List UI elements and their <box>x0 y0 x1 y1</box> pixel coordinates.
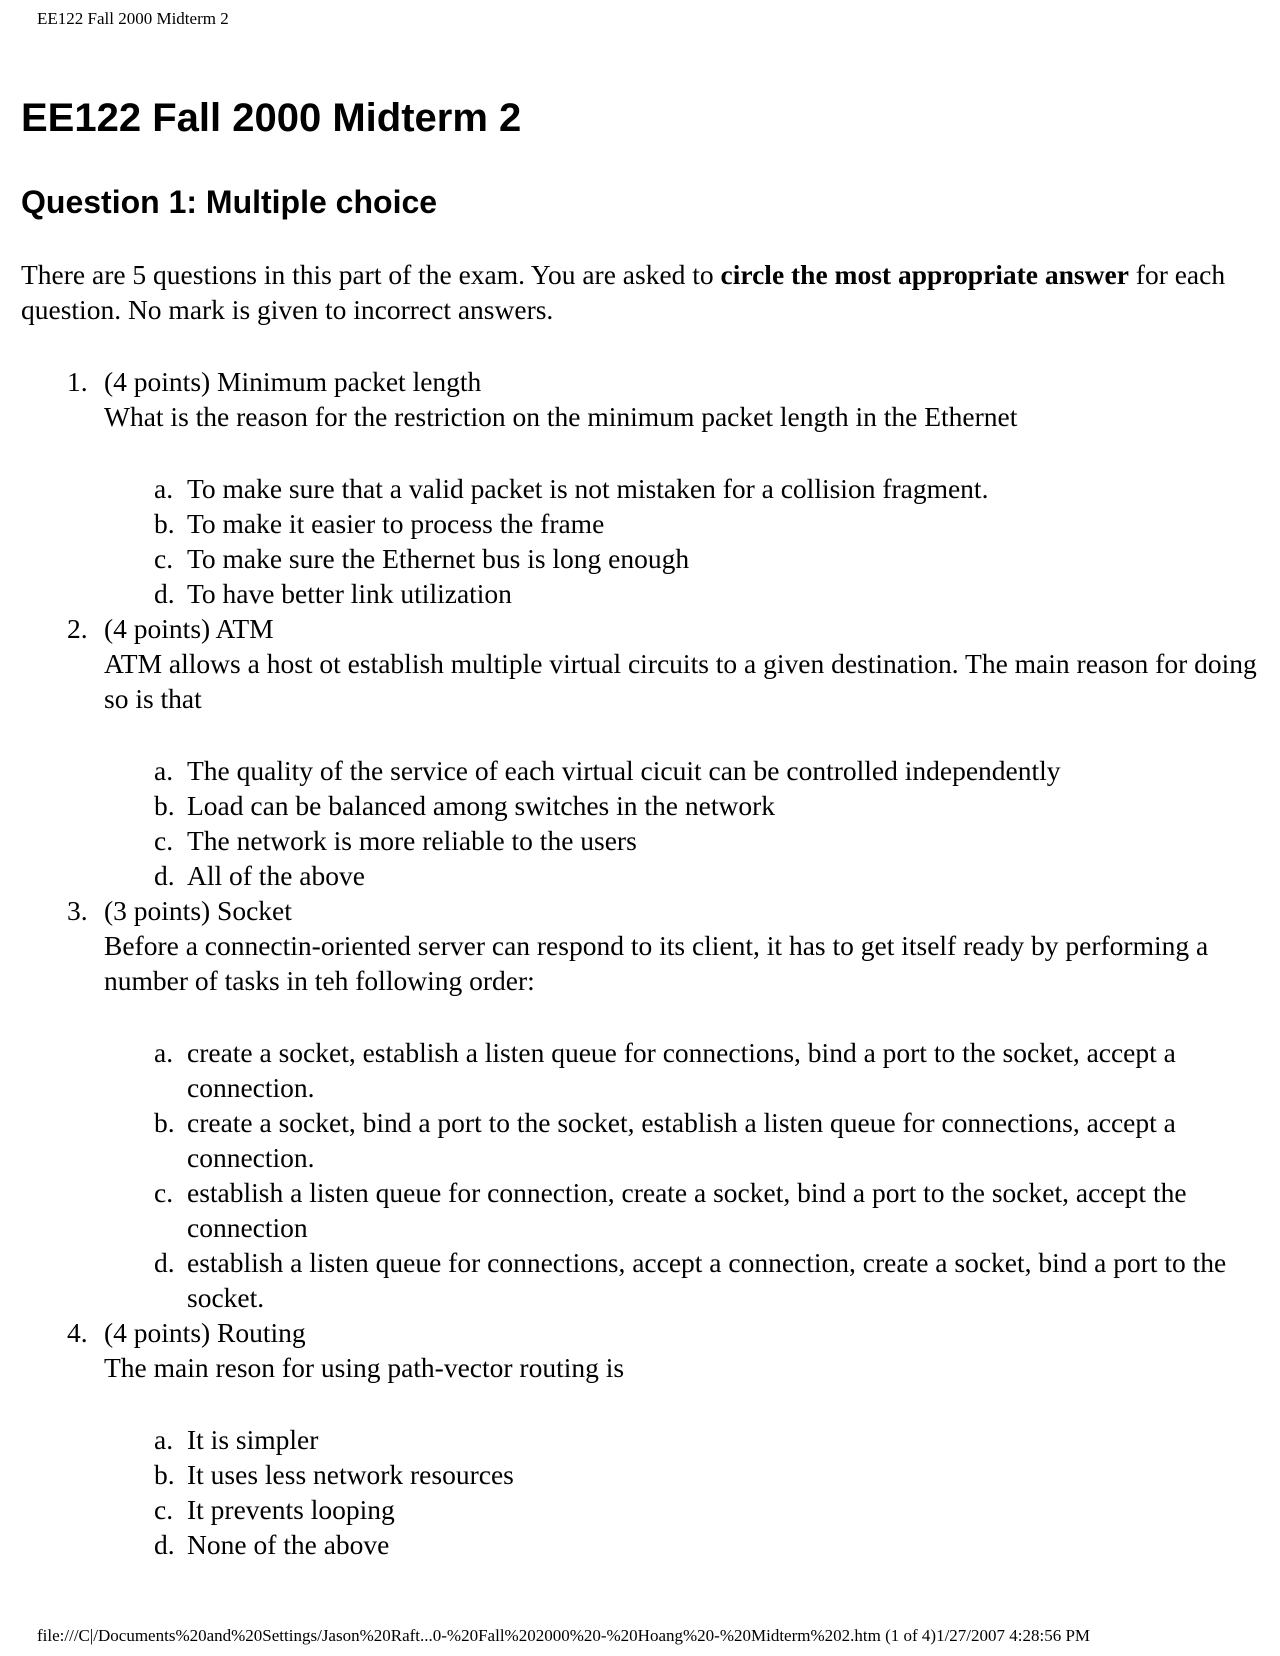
choice-letter: b. <box>154 1459 175 1490</box>
intro-text-end: for each question. No mark is given to incorrect answers. <box>21 259 1226 325</box>
print-footer-url: file:///C|/Documents%20and%20Settings/Jason%20Raft...0-%20Fall%202000%20-%20Hoang%20-%20Midterm%202.htm (1 of 4)1/27/2007 4:28:56 PM <box>37 1626 1091 1645</box>
choice-text: create a socket, establish a listen queue for connections, bind a port to the socket, accept a connection. <box>187 1037 1176 1103</box>
choice-item <box>104 823 1261 858</box>
choice-letter: d. <box>154 1247 175 1278</box>
question-item <box>21 1315 1261 1562</box>
choice-letter: b. <box>154 508 175 539</box>
choice-text: Load can be balanced among switches in the network <box>187 790 775 821</box>
choice-item <box>104 541 1261 576</box>
choice-item <box>104 858 1261 893</box>
choice-letter: c. <box>154 825 174 856</box>
choice-item <box>104 1245 1261 1315</box>
choice-letter: c. <box>154 1494 174 1525</box>
choice-item <box>104 506 1261 541</box>
choice-item <box>104 788 1261 823</box>
choice-list <box>104 1035 1261 1315</box>
choice-text: It prevents looping <box>187 1494 395 1525</box>
question-item <box>21 364 1261 611</box>
question-list <box>21 364 1261 1562</box>
choice-item <box>104 471 1261 506</box>
question-text: Before a connectin-oriented server can respond to its client, it has to get itself ready by performing a number of tasks in teh following order: <box>104 930 1209 996</box>
section-title: Question 1: Multiple choice <box>21 184 438 220</box>
choice-text: The quality of the service of each virtual cicuit can be controlled independently <box>187 755 1061 786</box>
choice-list <box>104 753 1261 893</box>
choice-text: To make it easier to process the frame <box>187 508 605 539</box>
document-body <box>21 80 1261 1562</box>
page-title: EE122 Fall 2000 Midterm 2 <box>21 96 522 140</box>
question-number: 2. <box>67 613 88 644</box>
question-number: 4. <box>67 1317 88 1348</box>
choice-list <box>104 1422 1261 1562</box>
choice-text: establish a listen queue for connection, create a socket, bind a port to the socket, accept the connection <box>187 1177 1187 1243</box>
choice-text: None of the above <box>187 1529 390 1560</box>
question-number: 1. <box>67 366 88 397</box>
choice-text: create a socket, bind a port to the socket, establish a listen queue for connections, accept a connection. <box>187 1107 1176 1173</box>
question-text: What is the reason for the restriction on the minimum packet length in the Ethernet <box>104 401 1018 432</box>
choice-item <box>104 1105 1261 1175</box>
choice-letter: d. <box>154 1529 175 1560</box>
choice-letter: a. <box>154 1424 174 1455</box>
question-item <box>21 611 1261 893</box>
choice-text: To make sure the Ethernet bus is long enough <box>187 543 690 574</box>
choice-letter: b. <box>154 790 175 821</box>
choice-letter: c. <box>154 1177 174 1208</box>
choice-letter: a. <box>154 755 174 786</box>
choice-item <box>104 576 1261 611</box>
choice-text: It is simpler <box>187 1424 319 1455</box>
print-header: EE122 Fall 2000 Midterm 2 <box>37 9 229 28</box>
choice-letter: a. <box>154 1037 174 1068</box>
choice-item <box>104 1527 1261 1562</box>
choice-item <box>104 1175 1261 1245</box>
question-heading: (4 points) Routing <box>104 1317 306 1348</box>
choice-item <box>104 1457 1261 1492</box>
question-text: ATM allows a host ot establish multiple virtual circuits to a given destination. The main reason for doing so is that <box>104 648 1257 714</box>
question-heading: (3 points) Socket <box>104 895 292 926</box>
question-heading: (4 points) ATM <box>104 613 274 644</box>
intro-emphasis: circle the most appropriate answer <box>720 259 1129 290</box>
choice-text: The network is more reliable to the users <box>187 825 637 856</box>
intro-text: There are 5 questions in this part of the exam. You are asked to <box>21 259 721 290</box>
question-number: 3. <box>67 895 88 926</box>
question-text: The main reson for using path-vector routing is <box>104 1352 625 1383</box>
question-heading: (4 points) Minimum packet length <box>104 366 482 397</box>
choice-letter: a. <box>154 473 174 504</box>
choice-text: To have better link utilization <box>187 578 512 609</box>
choice-letter: c. <box>154 543 174 574</box>
choice-letter: b. <box>154 1107 175 1138</box>
choice-text: establish a listen queue for connections, accept a connection, create a socket, bind a port to the socket. <box>187 1247 1227 1313</box>
choice-item <box>104 753 1261 788</box>
choice-item <box>104 1035 1261 1105</box>
choice-text: All of the above <box>187 860 365 891</box>
choice-letter: d. <box>154 578 175 609</box>
choice-item <box>104 1422 1261 1457</box>
choice-text: It uses less network resources <box>187 1459 514 1490</box>
choice-letter: d. <box>154 860 175 891</box>
question-item <box>21 893 1261 1315</box>
choice-item <box>104 1492 1261 1527</box>
choice-text: To make sure that a valid packet is not mistaken for a collision fragment. <box>187 473 989 504</box>
intro-paragraph <box>21 257 1261 327</box>
choice-list <box>104 471 1261 611</box>
